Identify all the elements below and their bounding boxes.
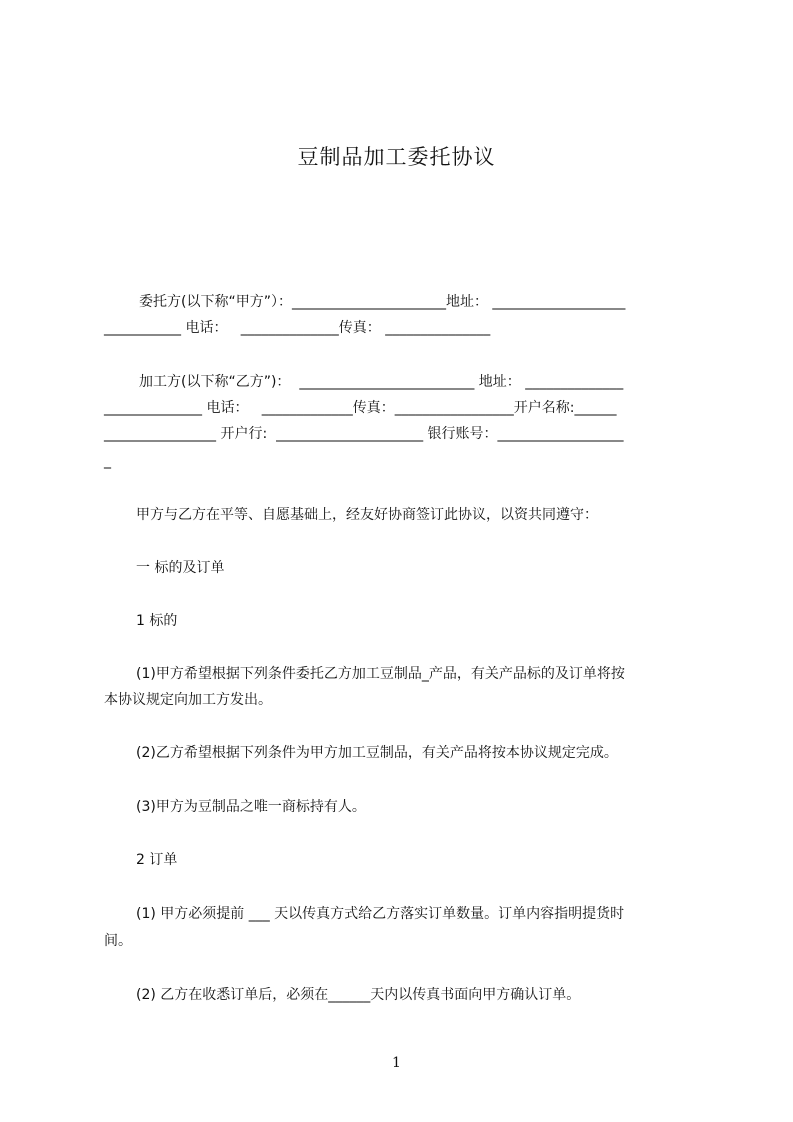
subsection-2-heading: 2 订单: [136, 852, 178, 868]
item-1-1-line-2: 本协议规定向加工方发出。: [104, 692, 272, 708]
page-number: 1: [392, 1055, 401, 1071]
item-1-2: (2)乙方希望根据下列条件为甲方加工豆制品，有关产品将按本协议规定完成。: [136, 745, 618, 761]
section-1-heading: 一 标的及订单: [136, 560, 225, 576]
intro-paragraph: 甲方与乙方在平等、自愿基础上，经友好协商签订此协议，以资共同遵守：: [136, 507, 598, 523]
party-a-line-2: ___________ 电话： ______________传真： _______________: [104, 320, 491, 336]
item-1-1-line-1: (1)甲方希望根据下列条件委托乙方加工豆制品_产品，有关产品标的及订单将按: [136, 666, 625, 682]
subsection-1-heading: 1 标的: [136, 613, 178, 629]
item-2-1-line-1: (1) 甲方必须提前 ___ 天以传真方式给乙方落实订单数量。订单内容指明提货时: [136, 906, 625, 922]
party-b-line-4: _: [104, 453, 111, 469]
party-a-line-1: 委托方(以下称“甲方”）：______________________地址： ___________________: [139, 294, 626, 310]
item-2-1-line-2: 间。: [104, 933, 132, 949]
party-b-line-2: ______________ 电话： _____________传真：_________________开户名称:______: [104, 400, 617, 416]
document-title: 豆制品加工委托协议: [297, 145, 496, 169]
item-2-2: (2) 乙方在收悉订单后，必须在______天内以传真书面向甲方确认订单。: [136, 987, 581, 1003]
item-1-3: (3)甲方为豆制品之唯一商标持有人。: [136, 799, 366, 815]
party-b-line-3: ________________ 开户行: _____________________ 银行账号：__________________: [104, 426, 624, 442]
party-b-line-1: 加工方(以下称“乙方”)： _________________________ 地址： ______________: [139, 374, 624, 390]
